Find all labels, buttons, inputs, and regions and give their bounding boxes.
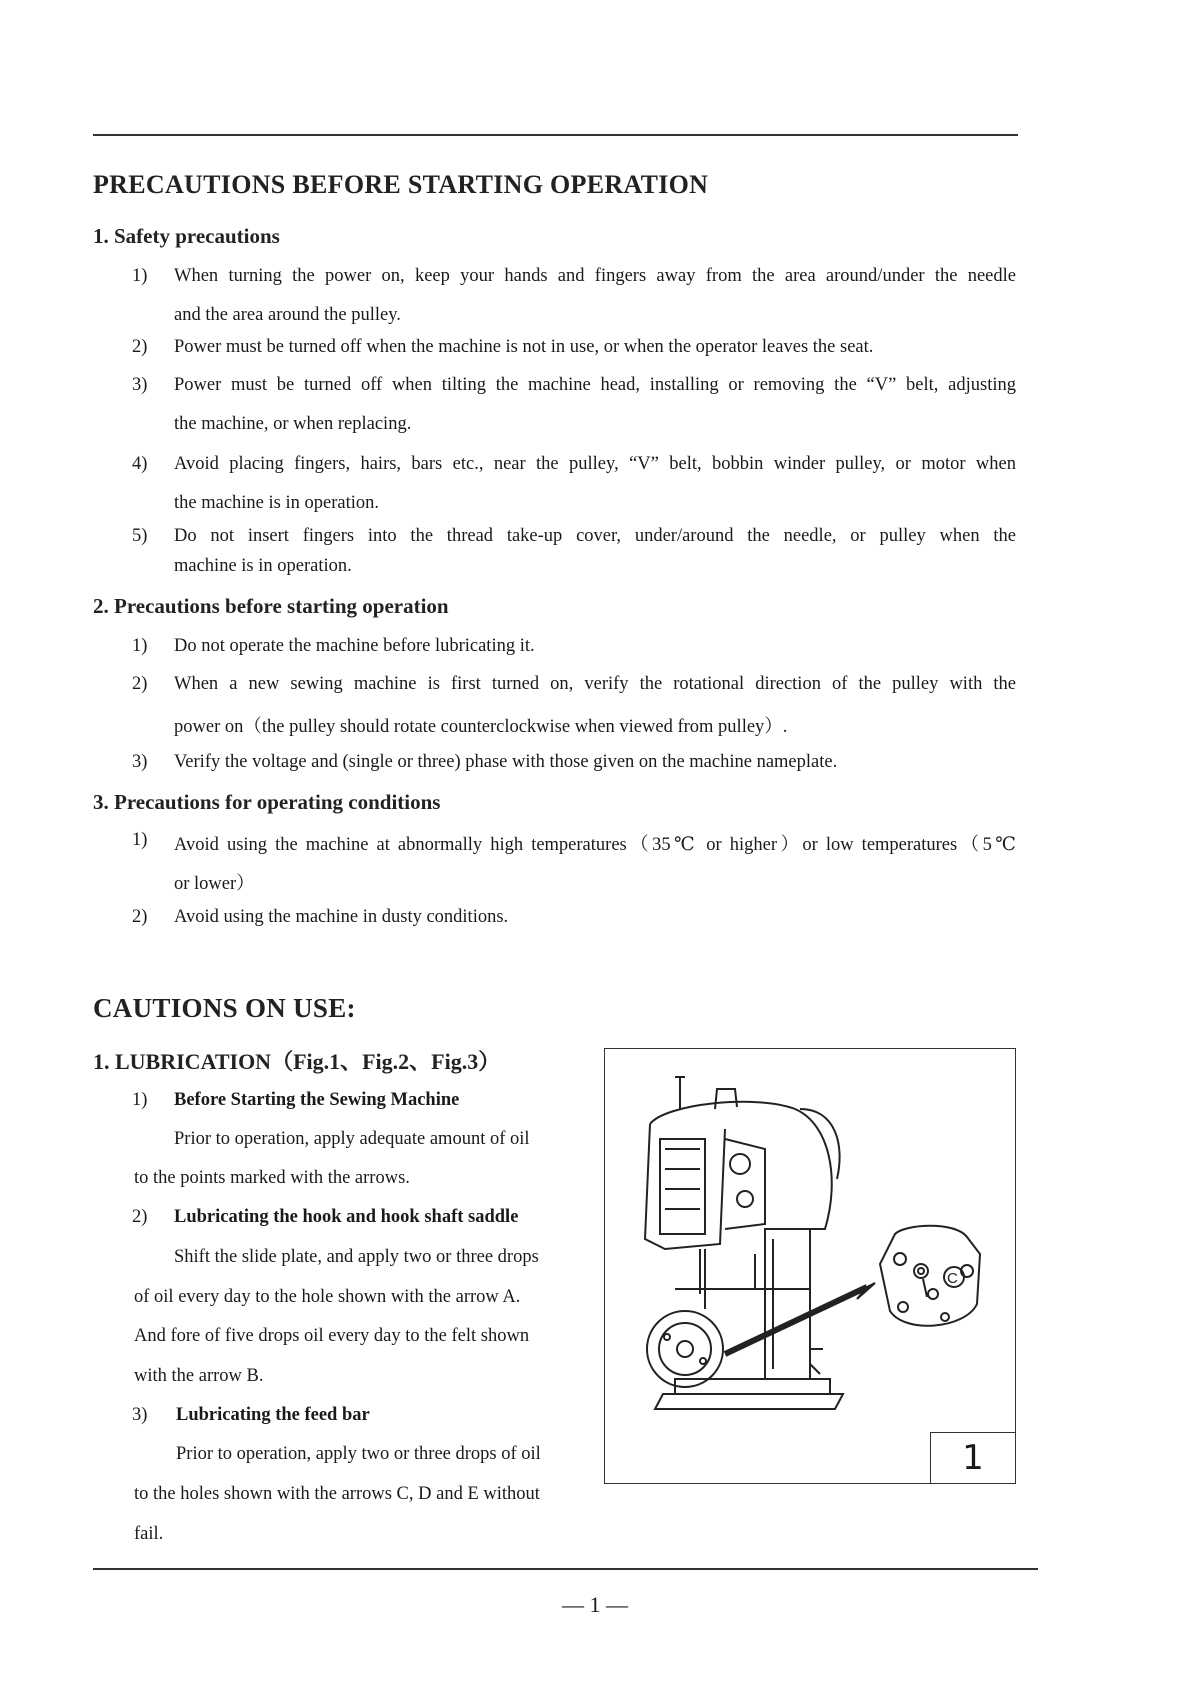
figure-1 — [604, 1048, 1016, 1484]
bottom-rule — [93, 1568, 1038, 1570]
item-text-line: and the area around the pulley. — [174, 305, 401, 325]
item-number: 1) — [132, 1090, 148, 1110]
item-text-line: Do not insert fingers into the thread take-up cover, under/around the needle, or pulley when the — [174, 526, 1016, 546]
page-title: PRECAUTIONS BEFORE STARTING OPERATION — [93, 170, 709, 199]
section-heading-safety: 1. Safety precautions — [93, 224, 280, 248]
lubrication-item-title: Before Starting the Sewing Machine — [174, 1090, 460, 1110]
item-text-line: And fore of five drops oil every day to the felt shown — [134, 1326, 530, 1346]
item-number: 4) — [132, 454, 148, 474]
item-number: 3) — [132, 1405, 148, 1425]
item-number: 1) — [132, 636, 148, 656]
cautions-title: CAUTIONS ON USE: — [93, 993, 356, 1023]
section-heading-operating-conditions: 3. Precautions for operating conditions — [93, 790, 441, 814]
item-text-line: machine is in operation. — [174, 556, 352, 576]
top-rule — [93, 134, 1018, 136]
item-number: 2) — [132, 1207, 148, 1227]
item-text-line: Power must be turned off when the machine is not in use, or when the operator leaves the seat. — [174, 337, 874, 357]
lubrication-item-title: Lubricating the hook and hook shaft saddle — [174, 1207, 519, 1227]
item-text-line: Prior to operation, apply adequate amount of oil — [174, 1129, 530, 1149]
item-text-line: power on（the pulley should rotate counterclockwise when viewed from pulley）. — [174, 717, 788, 737]
item-text-line: Do not operate the machine before lubricating it. — [174, 636, 535, 656]
item-text-line: Verify the voltage and (single or three) phase with those given on the machine nameplate. — [174, 752, 838, 772]
item-number: 2) — [132, 337, 148, 357]
item-text-line: Prior to operation, apply two or three drops of oil — [176, 1444, 541, 1464]
lubrication-item-title: Lubricating the feed bar — [176, 1405, 370, 1425]
item-text-line: or lower） — [174, 874, 255, 894]
item-text-line: with the arrow B. — [134, 1366, 264, 1386]
section-heading-before-operation: 2. Precautions before starting operation — [93, 594, 449, 618]
item-text-line: the machine is in operation. — [174, 493, 379, 513]
item-text-line: to the holes shown with the arrows C, D and E without — [134, 1484, 540, 1504]
item-number: 1) — [132, 266, 148, 286]
page-number: — 1 — — [562, 1592, 628, 1617]
item-number: 3) — [132, 752, 148, 772]
lubrication-heading: 1. LUBRICATION（Fig.1、Fig.2、Fig.3） — [93, 1049, 501, 1074]
item-text-line: of oil every day to the hole shown with the arrow A. — [134, 1287, 521, 1307]
item-text-line: Shift the slide plate, and apply two or three drops — [174, 1247, 539, 1267]
figure-number: 1 — [930, 1432, 1016, 1484]
item-text-line: Power must be turned off when tilting the machine head, installing or removing the “V” belt, adjusting — [174, 375, 1016, 395]
item-number: 5) — [132, 526, 148, 546]
item-text-line: When a new sewing machine is first turned on, verify the rotational direction of the pulley with the — [174, 674, 1016, 694]
item-text-line: the machine, or when replacing. — [174, 414, 412, 434]
item-text-line: When turning the power on, keep your hands and fingers away from the area around/under the needle — [174, 266, 1016, 286]
item-number: 2) — [132, 674, 148, 694]
callout-label: C — [947, 1270, 958, 1287]
sewing-machine-illustration — [605, 1049, 1015, 1429]
item-number: 2) — [132, 907, 148, 927]
item-text-line: Avoid placing fingers, hairs, bars etc., near the pulley, “V” belt, bobbin winder pulley, or motor when — [174, 454, 1016, 474]
item-text-line: Avoid using the machine in dusty conditions. — [174, 907, 509, 927]
item-text-line: Avoid using the machine at abnormally high temperatures（35℃ or higher）or low temperatures（5℃ — [174, 835, 1016, 855]
item-number: 3) — [132, 375, 148, 395]
item-text-line: to the points marked with the arrows. — [134, 1168, 410, 1188]
item-text-line: fail. — [134, 1524, 164, 1544]
item-number: 1) — [132, 830, 148, 850]
